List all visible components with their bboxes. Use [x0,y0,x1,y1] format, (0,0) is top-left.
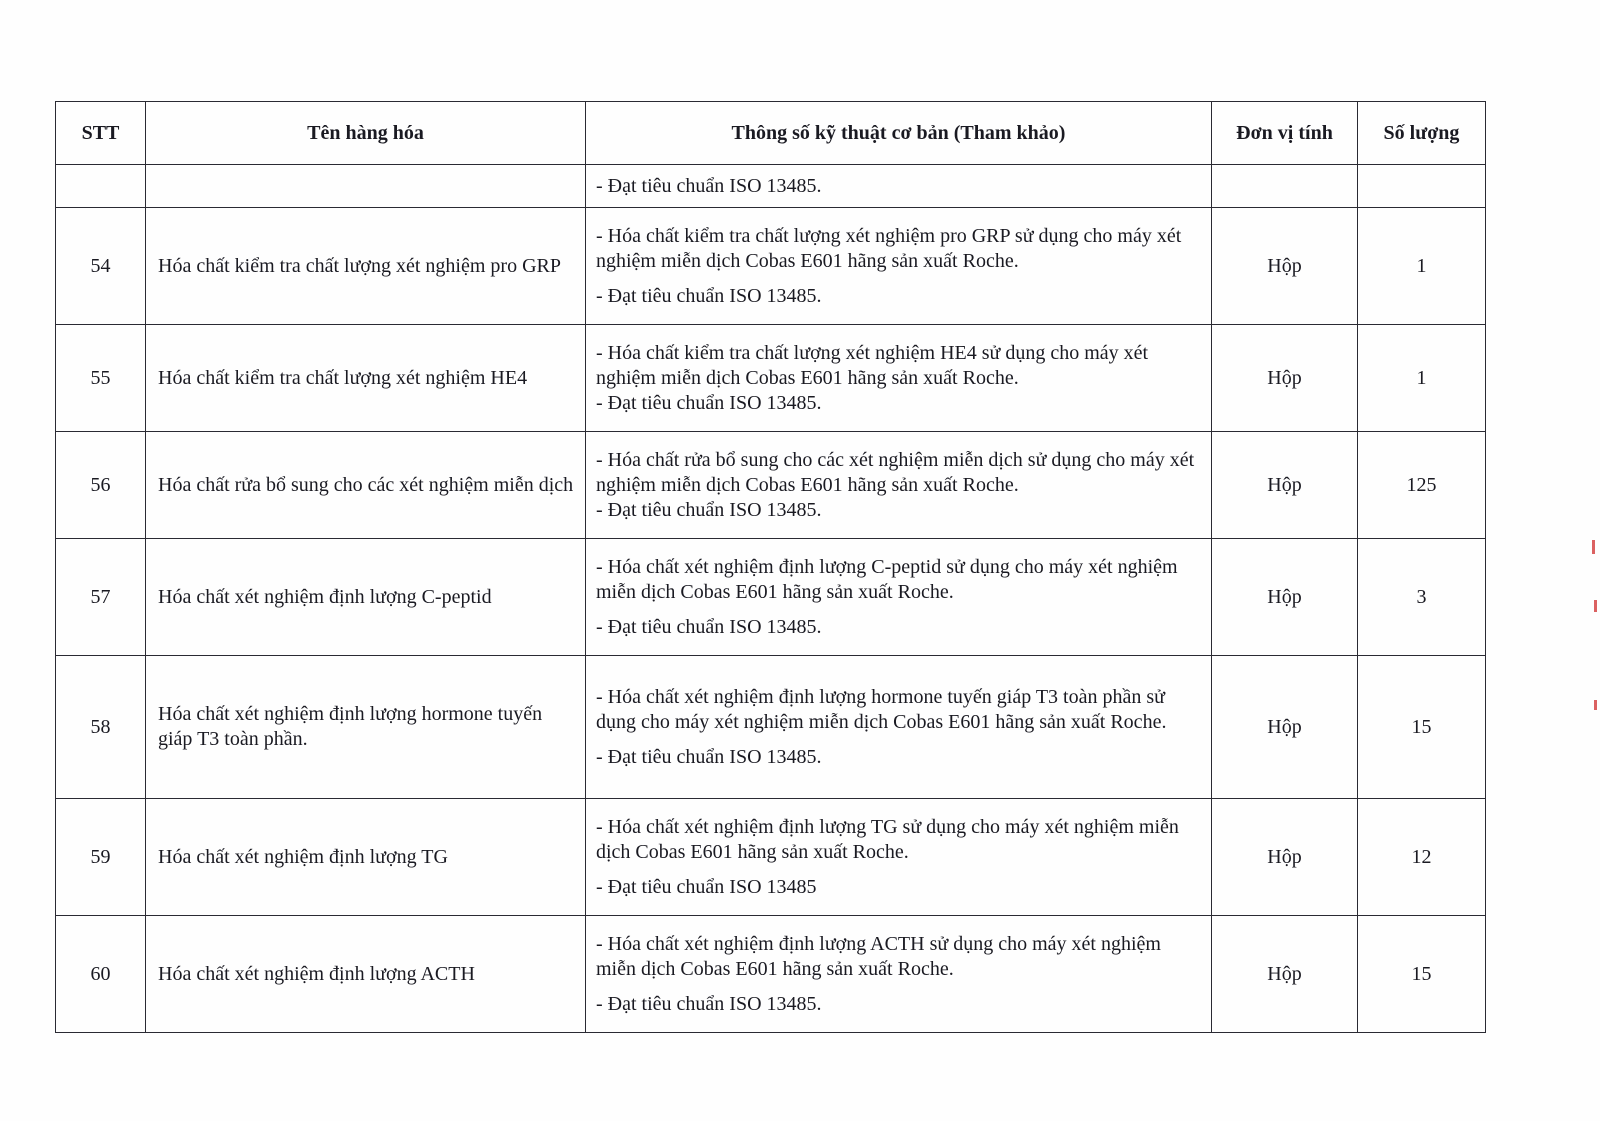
header-unit: Đơn vị tính [1212,102,1358,165]
cell-specification [586,432,1212,539]
cell-specification [586,656,1212,799]
spec-line: - Hóa chất xét nghiệm định lượng TG sử dụng cho máy xét nghiệm miễn dịch Cobas E601 hãng sản xuất Roche. [596,815,1179,863]
table-row [56,916,1486,1033]
spec-line: - Đạt tiêu chuẩn ISO 13485. [596,992,822,1015]
spec-line: - Đạt tiêu chuẩn ISO 13485 [596,875,817,898]
cell-quantity [1358,165,1486,208]
table-row [56,799,1486,916]
cell-quantity: 125 [1358,432,1486,539]
cell-stt: 59 [56,799,146,916]
cell-goods-name: Hóa chất kiểm tra chất lượng xét nghiệm pro GRP [146,208,586,325]
cell-unit: Hộp [1212,916,1358,1033]
table-row [56,656,1486,799]
cell-unit: Hộp [1212,208,1358,325]
spec-line: - Hóa chất xét nghiệm định lượng hormone tuyến giáp T3 toàn phần sử dụng cho máy xét nghiệm miễn dịch Cobas E601 hãng sản xuất Roche. [596,685,1167,733]
spec-line: - Đạt tiêu chuẩn ISO 13485. [596,745,822,768]
scan-edge-mark [1592,540,1595,554]
cell-stt: 58 [56,656,146,799]
table-header-row [56,102,1486,165]
header-quantity: Số lượng [1358,102,1486,165]
cell-quantity: 1 [1358,208,1486,325]
header-stt: STT [56,102,146,165]
spec-line: - Hóa chất xét nghiệm định lượng ACTH sử dụng cho máy xét nghiệm miễn dịch Cobas E601 hãng sản xuất Roche. [596,932,1161,980]
spec-line: - Đạt tiêu chuẩn ISO 13485. [596,498,822,521]
table-row [56,539,1486,656]
spec-line: - Hóa chất kiểm tra chất lượng xét nghiệm HE4 sử dụng cho máy xét nghiệm miễn dịch Cobas E601 hãng sản xuất Roche. [596,341,1149,389]
cell-goods-name: Hóa chất rửa bổ sung cho các xét nghiệm miễn dịch [146,432,586,539]
cell-quantity: 15 [1358,656,1486,799]
goods-table [55,101,1486,1033]
cell-quantity: 3 [1358,539,1486,656]
cell-specification [586,799,1212,916]
cell-unit: Hộp [1212,325,1358,432]
cell-goods-name: Hóa chất xét nghiệm định lượng TG [146,799,586,916]
cell-specification [586,539,1212,656]
spec-line: - Hóa chất xét nghiệm định lượng C-peptid sử dụng cho máy xét nghiệm miễn dịch Cobas E601 hãng sản xuất Roche. [596,555,1178,603]
table-row-continuation [56,165,1486,208]
cell-quantity: 1 [1358,325,1486,432]
spec-line: - Đạt tiêu chuẩn ISO 13485. [596,284,822,307]
cell-unit: Hộp [1212,432,1358,539]
table-row [56,325,1486,432]
cell-goods-name: Hóa chất xét nghiệm định lượng ACTH [146,916,586,1033]
header-goods-name: Tên hàng hóa [146,102,586,165]
header-specifications: Thông số kỹ thuật cơ bản (Tham khảo) [586,102,1212,165]
cell-unit: Hộp [1212,656,1358,799]
cell-specification [586,165,1212,208]
scan-edge-mark [1594,700,1597,710]
cell-quantity: 15 [1358,916,1486,1033]
spec-line: - Đạt tiêu chuẩn ISO 13485. [596,391,822,414]
cell-quantity: 12 [1358,799,1486,916]
goods-table-container [55,101,1485,1033]
spec-line: - Hóa chất rửa bổ sung cho các xét nghiệm miễn dịch sử dụng cho máy xét nghiệm miễn dịch Cobas E601 hãng sản xuất Roche. [596,448,1195,496]
cell-goods-name: Hóa chất xét nghiệm định lượng C-peptid [146,539,586,656]
spec-line: - Hóa chất kiểm tra chất lượng xét nghiệm pro GRP sử dụng cho máy xét nghiệm miễn dịch Cobas E601 hãng sản xuất Roche. [596,224,1182,272]
cell-stt: 54 [56,208,146,325]
cell-unit [1212,165,1358,208]
cell-specification [586,916,1212,1033]
table-row [56,208,1486,325]
cell-specification [586,208,1212,325]
cell-goods-name: Hóa chất xét nghiệm định lượng hormone tuyến giáp T3 toàn phần. [146,656,586,799]
cell-unit: Hộp [1212,799,1358,916]
spec-line: - Đạt tiêu chuẩn ISO 13485. [596,174,822,197]
cell-goods-name [146,165,586,208]
cell-stt: 56 [56,432,146,539]
scan-edge-mark [1594,600,1597,612]
cell-stt: 60 [56,916,146,1033]
cell-specification [586,325,1212,432]
cell-stt [56,165,146,208]
cell-stt: 55 [56,325,146,432]
cell-stt: 57 [56,539,146,656]
cell-goods-name: Hóa chất kiểm tra chất lượng xét nghiệm HE4 [146,325,586,432]
spec-line: - Đạt tiêu chuẩn ISO 13485. [596,615,822,638]
table-row [56,432,1486,539]
cell-unit: Hộp [1212,539,1358,656]
